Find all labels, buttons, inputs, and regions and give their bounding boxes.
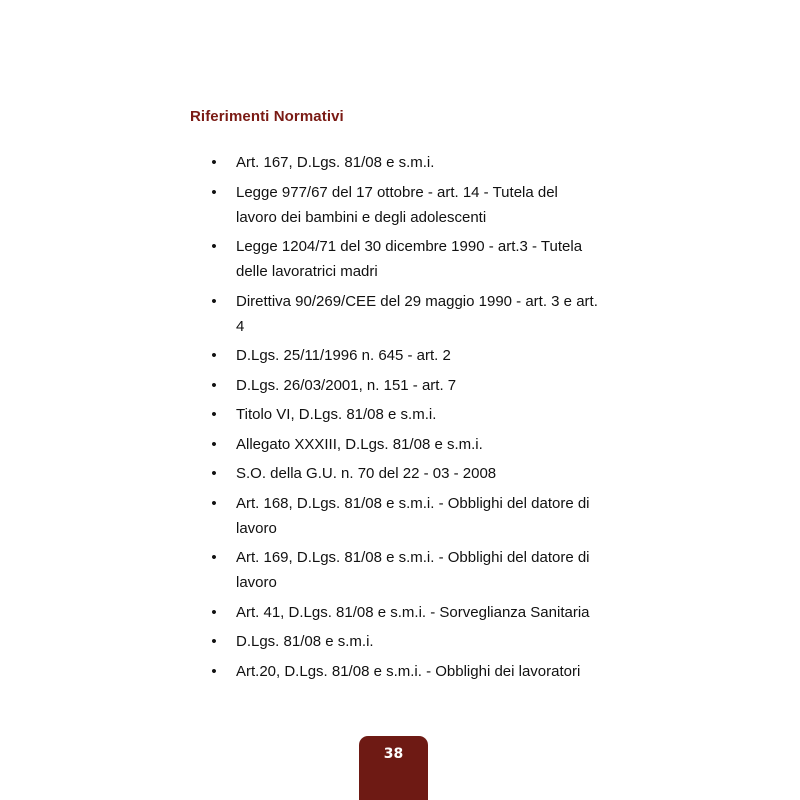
reference-item xyxy=(208,402,598,427)
reference-item xyxy=(208,150,598,175)
bullet-icon: • xyxy=(211,494,217,512)
reference-text: D.Lgs. 26/03/2001, n. 151 - art. 7 xyxy=(236,376,457,394)
bullet-icon: • xyxy=(211,603,217,621)
section-title: Riferimenti Normativi xyxy=(190,108,344,125)
page-number: 38 xyxy=(383,746,404,762)
references-list xyxy=(208,150,598,688)
reference-text: S.O. della G.U. n. 70 del 22 - 03 - 2008 xyxy=(236,465,497,482)
reference-item xyxy=(208,600,598,625)
bullet-icon: • xyxy=(211,465,217,482)
reference-text: Art.20, D.Lgs. 81/08 e s.m.i. - Obblighi dei lavoratori xyxy=(236,662,581,680)
reference-text: Allegato XXXIII, D.Lgs. 81/08 e s.m.i. xyxy=(236,435,483,453)
reference-text: Direttiva 90/269/CEE del 29 maggio 1990 - art. 3 e art. 4 xyxy=(236,292,598,335)
reference-text: D.Lgs. 81/08 e s.m.i. xyxy=(236,633,374,650)
reference-item xyxy=(208,343,598,368)
bullet-icon: • xyxy=(211,292,217,310)
reference-item xyxy=(208,373,598,398)
reference-text: Titolo VI, D.Lgs. 81/08 e s.m.i. xyxy=(236,406,437,423)
reference-item xyxy=(208,180,598,230)
bullet-icon: • xyxy=(211,406,217,423)
page-number-tab xyxy=(359,736,428,800)
reference-item xyxy=(208,432,598,457)
bullet-icon: • xyxy=(211,238,217,255)
reference-text: Art. 41, D.Lgs. 81/08 e s.m.i. - Sorveglianza Sanitaria xyxy=(236,603,590,621)
bullet-icon: • xyxy=(211,662,217,680)
reference-item xyxy=(208,545,598,595)
bullet-icon: • xyxy=(211,154,217,171)
reference-item xyxy=(208,629,598,654)
bullet-icon: • xyxy=(211,347,217,364)
reference-item xyxy=(208,491,598,541)
bullet-icon: • xyxy=(211,549,217,566)
bullet-icon: • xyxy=(211,633,217,650)
reference-text: Art. 167, D.Lgs. 81/08 e s.m.i. xyxy=(236,154,435,171)
reference-item xyxy=(208,234,598,284)
bullet-icon: • xyxy=(211,376,217,394)
bullet-icon: • xyxy=(211,435,217,453)
reference-text: Art. 169, D.Lgs. 81/08 e s.m.i. - Obblighi del datore di lavoro xyxy=(236,549,590,591)
reference-item xyxy=(208,289,598,339)
bullet-icon: • xyxy=(211,183,217,201)
reference-text: Art. 168, D.Lgs. 81/08 e s.m.i. - Obblighi del datore di lavoro xyxy=(236,494,590,537)
reference-text: Legge 977/67 del 17 ottobre - art. 14 - Tutela del lavoro dei bambini e degli adolescenti xyxy=(236,183,558,226)
reference-text: D.Lgs. 25/11/1996 n. 645 - art. 2 xyxy=(236,347,451,364)
reference-item xyxy=(208,461,598,486)
reference-item xyxy=(208,659,598,684)
reference-text: Legge 1204/71 del 30 dicembre 1990 - art.3 - Tutela delle lavoratrici madri xyxy=(236,238,583,280)
